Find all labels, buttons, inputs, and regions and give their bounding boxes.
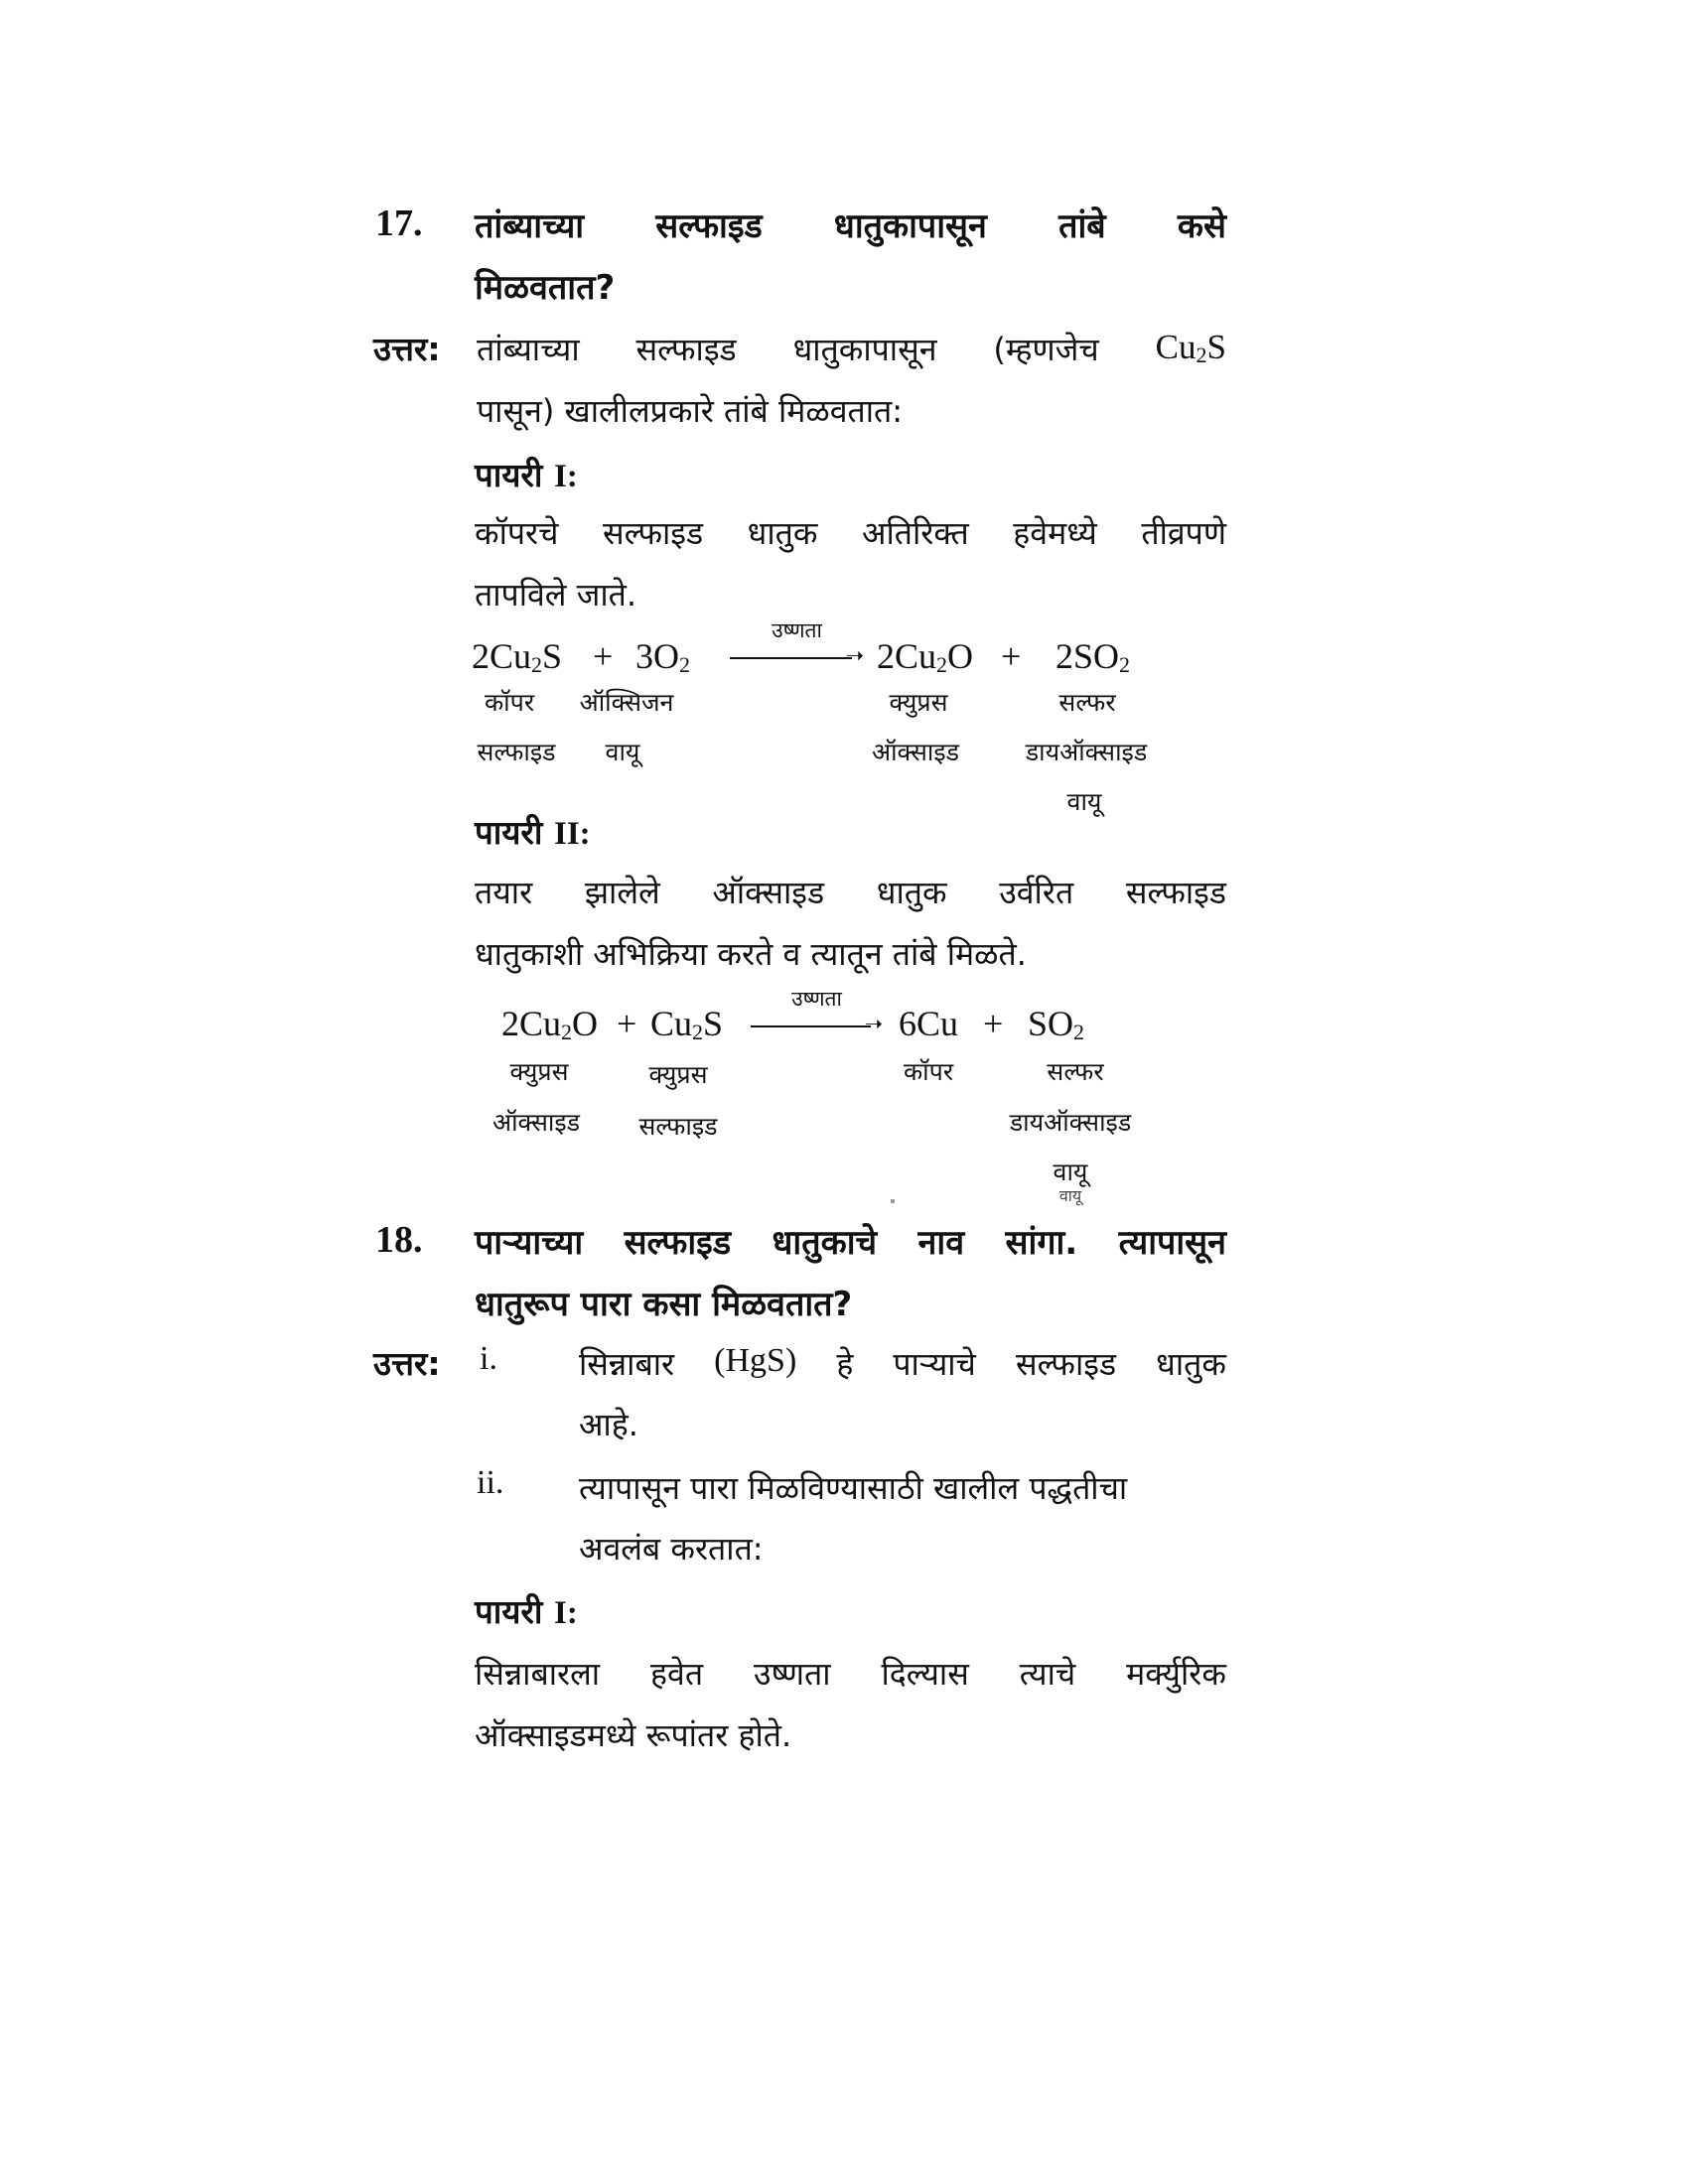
word: पाऱ्याचे xyxy=(893,1345,976,1383)
question-18-text-line2: धातुरूप पारा कसा मिळवतात? xyxy=(475,1285,853,1324)
word: सल्फाइड xyxy=(602,514,704,552)
eq1-plus-1: + xyxy=(593,636,614,676)
step-roman: I: xyxy=(553,1595,578,1631)
eq1-reactant-2: $3O_2$ xyxy=(635,636,690,677)
eq1-plus-2: + xyxy=(1001,636,1022,676)
word: सल्फाइड xyxy=(655,206,763,246)
eq1-label: क्युप्रस xyxy=(889,688,948,717)
eq1-condition: उष्णता xyxy=(772,618,822,642)
question-18-number: 18. xyxy=(375,1219,423,1261)
word: ऑक्साइड xyxy=(712,874,825,911)
step-roman: II: xyxy=(553,816,591,852)
word: तांब्याच्या xyxy=(475,206,585,246)
word: तांब्याच्या xyxy=(477,331,580,368)
answer-17-line2: पासून) खालीलप्रकारे तांबे मिळवतात: xyxy=(477,392,904,430)
word: धातुक xyxy=(747,514,818,552)
eq2-product-2: $SO_2$ xyxy=(1028,1004,1085,1044)
eq2-label: क्युप्रस xyxy=(648,1060,708,1089)
eq1-reactant-1: $2Cu_2S$ xyxy=(472,636,563,677)
answer-18-point-2-line1: त्यापासून पारा मिळविण्यासाठी खालील पद्धतीचा xyxy=(579,1469,1128,1507)
eq1-label: ऑक्सिजन xyxy=(579,688,674,717)
word: तांबे xyxy=(1058,206,1106,246)
word: तयार xyxy=(475,874,533,911)
word: सिन्नाबारला xyxy=(475,1655,601,1693)
eq2-plus-1: + xyxy=(617,1004,637,1043)
step-roman: I: xyxy=(553,459,578,494)
word: हवेमध्ये xyxy=(1013,514,1097,552)
eq2-label: वायू xyxy=(1053,1158,1088,1186)
question-17-text-line2: मिळवतात? xyxy=(475,268,616,308)
answer-17-label: उत्तर: xyxy=(373,330,441,368)
eq2-label: सल्फाइड xyxy=(638,1112,718,1141)
step-18-1-text-line1 xyxy=(475,1652,1226,1695)
word: सिन्नाबार xyxy=(579,1345,675,1383)
word: धातुक xyxy=(876,874,947,911)
step-title: पायरी xyxy=(475,1592,543,1631)
eq2-label: सल्फर xyxy=(1047,1057,1104,1086)
eq1-label: सल्फाइड xyxy=(477,738,556,766)
eq1-label: ऑक्साइड xyxy=(871,738,960,766)
word: धातुकापासून xyxy=(833,206,987,246)
eq1-label: कॉपर xyxy=(484,688,535,717)
eq1-label: वायू xyxy=(605,738,640,766)
step-2-text-line2: धातुकाशी अभिक्रिया करते व त्यातून तांबे मिळते. xyxy=(475,935,1027,973)
eq1-reaction-arrow-icon: ➝ उष्णता xyxy=(730,646,864,668)
eq2-label: ऑक्साइड xyxy=(492,1108,581,1137)
eq2-reactant-1: $2Cu_2O$ xyxy=(501,1004,599,1044)
word: हे xyxy=(836,1345,854,1383)
answer-18-label: उत्तर: xyxy=(373,1344,441,1383)
eq2-label: कॉपर xyxy=(903,1057,954,1086)
word: त्याचे xyxy=(1019,1655,1076,1693)
eq2-reaction-arrow-icon: ➝ उष्णता xyxy=(751,1015,883,1036)
eq1-product-1: $2Cu_2O$ xyxy=(877,636,974,677)
word: (HgS) xyxy=(714,1342,797,1379)
word: सल्फाइड xyxy=(1125,874,1226,911)
question-18-text-line1: पाऱ्याच्या सल्फाइड धातुकाचे नाव सांगा. त्यापासून xyxy=(475,1223,1226,1263)
step-1-text-line1 xyxy=(475,511,1226,554)
eq2-label: डायऑक्साइड xyxy=(1009,1108,1132,1137)
word: कसे xyxy=(1177,206,1226,246)
answer-18-point-1-line1 xyxy=(579,1342,1226,1385)
word: सल्फाइड xyxy=(635,331,737,368)
answer-18-point-2-marker: ii. xyxy=(477,1464,504,1501)
word: धातुक xyxy=(1156,1345,1226,1383)
eq1-label: सल्फर xyxy=(1058,688,1116,717)
step-title: पायरी xyxy=(475,456,543,494)
step-1-heading xyxy=(475,452,578,496)
answer-18-point-2-line2: अवलंब करतात: xyxy=(579,1530,764,1568)
eq1-product-2: $2SO_2$ xyxy=(1055,636,1131,677)
word: कॉपरचे xyxy=(475,514,559,552)
step-18-1-text-line2: ऑक्साइडमध्ये रूपांतर होते. xyxy=(475,1716,792,1754)
step-title: पायरी xyxy=(475,813,543,852)
step-2-text-line1 xyxy=(475,871,1226,913)
step-18-1-heading xyxy=(475,1588,578,1633)
word: सल्फाइड xyxy=(1015,1345,1117,1383)
formula-cu2s: $Cu_2S$ xyxy=(1155,328,1226,367)
eq2-label: क्युप्रस xyxy=(509,1057,569,1086)
word: दिल्यास xyxy=(881,1655,969,1693)
question-17-text-line1 xyxy=(475,202,1226,247)
word: उष्णता xyxy=(754,1655,831,1693)
answer-18-point-1-marker: i. xyxy=(480,1340,497,1377)
eq2-plus-2: + xyxy=(983,1004,1004,1043)
answer-18-point-1-line2: आहे. xyxy=(579,1406,638,1443)
word: तीव्रपणे xyxy=(1141,514,1226,552)
eq2-product-1: 6Cu xyxy=(899,1004,959,1043)
eq2-reactant-2: $Cu_2S$ xyxy=(650,1004,724,1044)
speck xyxy=(891,1199,895,1203)
step-1-text-line2: तापविले जाते. xyxy=(475,576,637,614)
eq1-label: डायऑक्साइड xyxy=(1025,738,1148,766)
eq2-label-faint: वायू xyxy=(1058,1186,1082,1205)
eq1-label: वायू xyxy=(1066,787,1102,816)
word: धातुकापासून xyxy=(792,331,937,368)
step-2-heading xyxy=(475,809,591,854)
word: उर्वरित xyxy=(999,874,1074,911)
answer-17-line1 xyxy=(477,328,1226,370)
question-17-number: 17. xyxy=(375,203,423,244)
word: मर्क्युरिक xyxy=(1126,1655,1226,1693)
word: हवेत xyxy=(650,1655,704,1693)
word: (म्हणजेच xyxy=(993,331,1099,368)
word: झालेले xyxy=(584,874,660,911)
word: अतिरिक्त xyxy=(862,514,969,552)
eq2-condition: उष्णता xyxy=(791,987,842,1011)
